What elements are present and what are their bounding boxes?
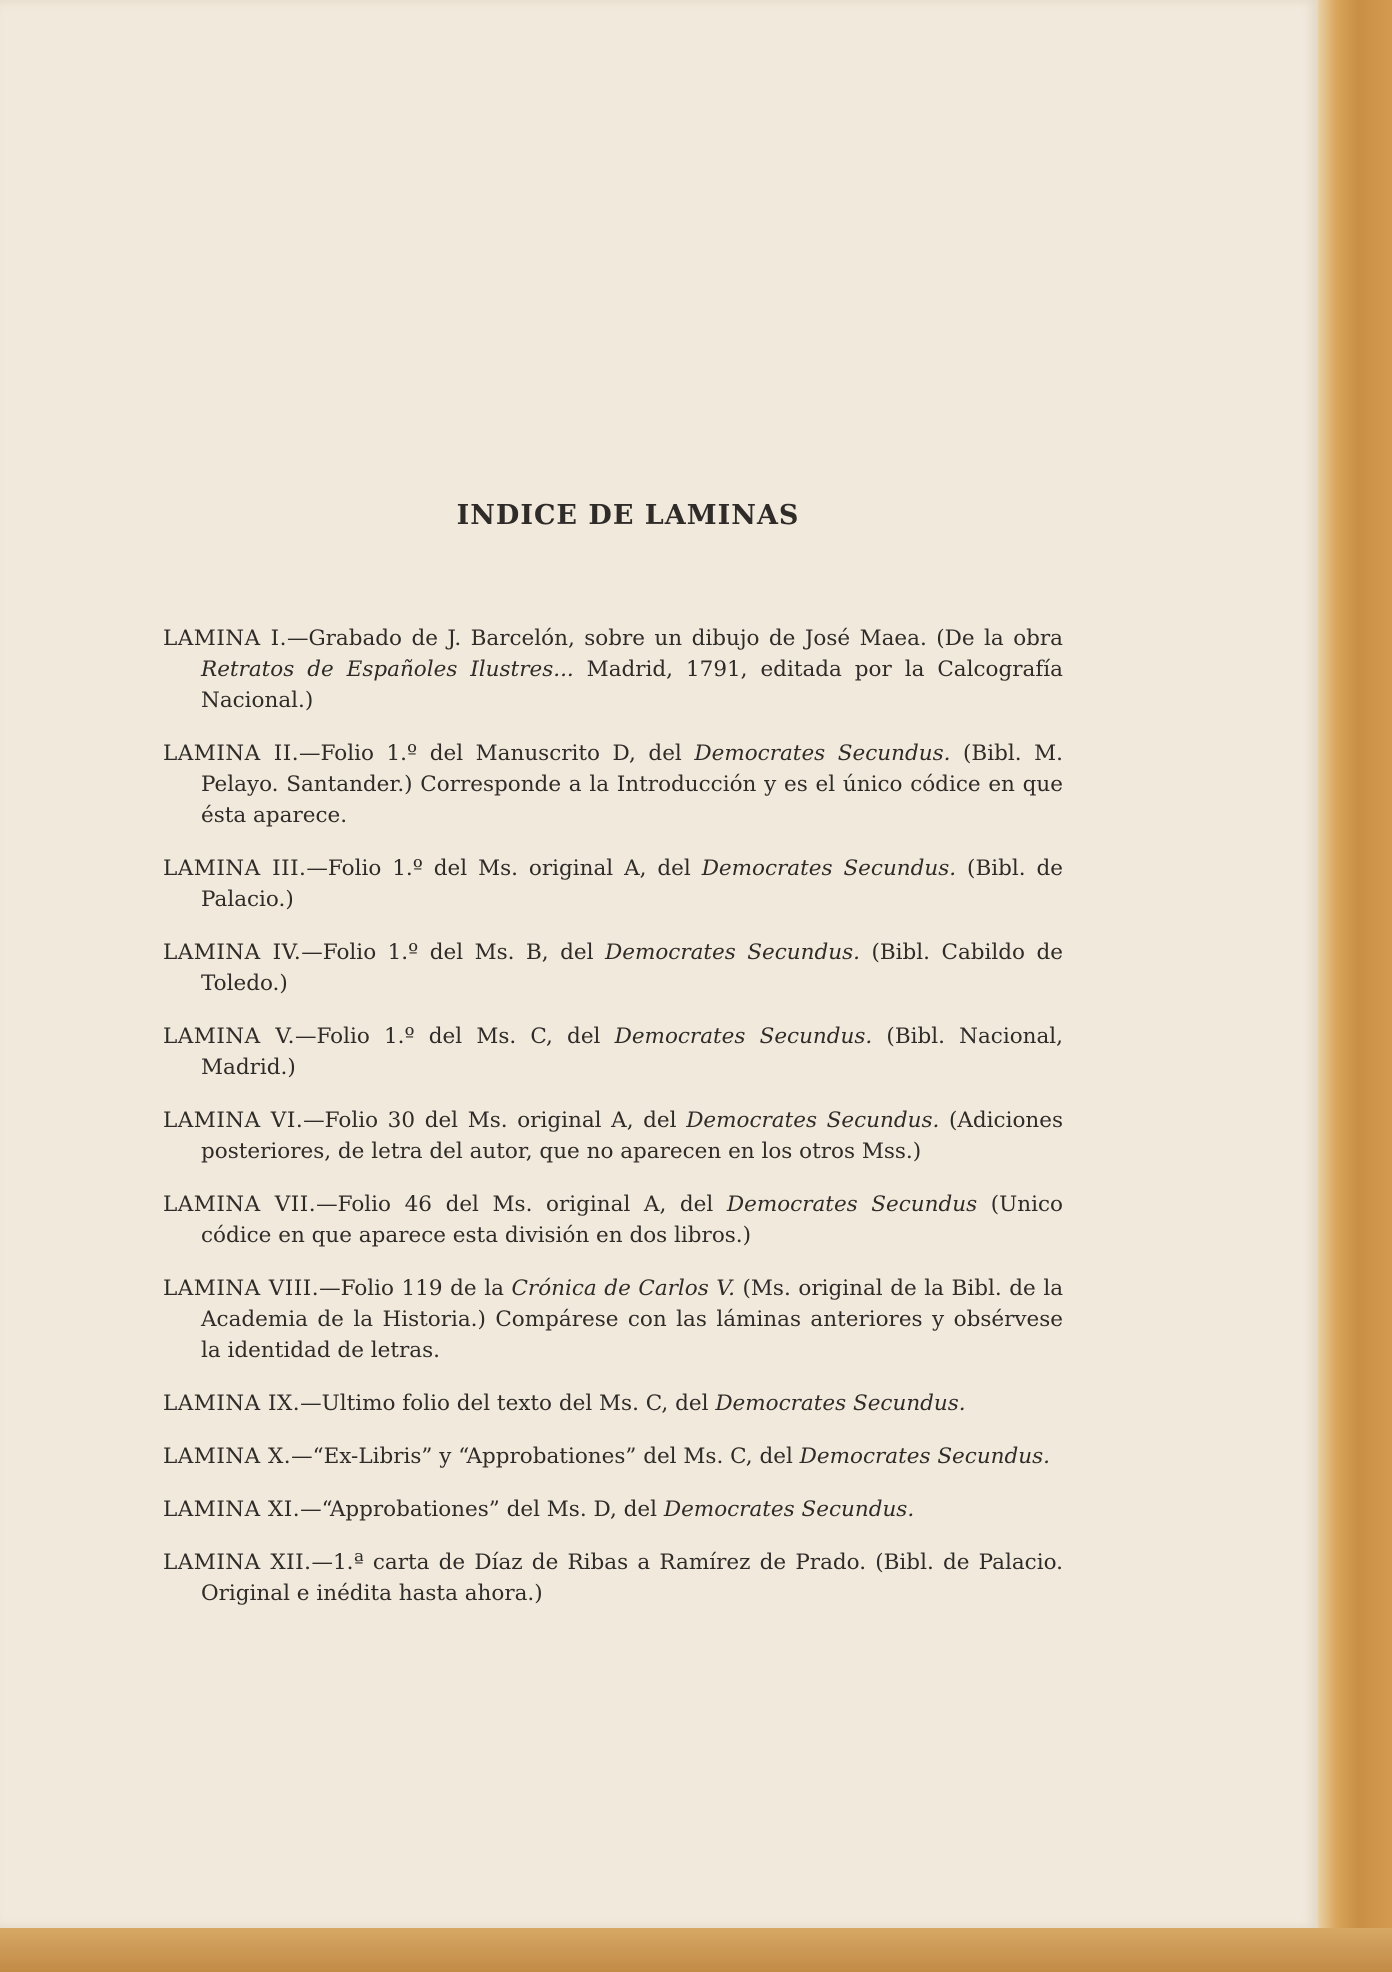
plate-text: —“Ex-Libris” y “Approbationes” del Ms. C, del	[291, 1444, 800, 1469]
plate-entry-8	[163, 1273, 1063, 1366]
plate-label: LAMINA V.	[163, 1024, 295, 1049]
plate-entry-9	[163, 1388, 1063, 1419]
plate-text: —Folio 1.º del Ms. C, del	[294, 1024, 615, 1049]
plate-title-italic: Democrates Secundus.	[694, 741, 951, 766]
plate-label: LAMINA II.	[163, 741, 300, 766]
plate-label: LAMINA X.	[163, 1444, 292, 1469]
plate-text: —Folio 119 de la	[319, 1276, 512, 1301]
plate-text-after: Madrid, 1791, editada por la Calcografía Nacional.)	[201, 657, 1063, 713]
plate-entry-10	[163, 1441, 1063, 1472]
paper-right-edge	[1318, 0, 1392, 1972]
plate-label: LAMINA IV.	[163, 940, 302, 965]
plate-title-italic: Democrates Secundus.	[799, 1444, 1050, 1469]
plate-label: LAMINA I.	[163, 626, 287, 651]
plate-label: LAMINA VII.	[163, 1192, 317, 1217]
plate-title-italic: Democrates Secundus.	[604, 940, 860, 965]
plate-text-after: (Adiciones posteriores, de letra del autor, que no aparecen en los otros Mss.)	[201, 1108, 1063, 1164]
plate-text-after: (Unico códice en que aparece esta división en dos libros.)	[201, 1192, 1063, 1248]
plate-label: LAMINA VI.	[163, 1108, 304, 1133]
plate-text-after: (Bibl. Cabildo de Toledo.)	[201, 940, 1063, 996]
plate-entry-6	[163, 1105, 1063, 1167]
plate-title-italic: Democrates Secundus	[726, 1192, 978, 1217]
plate-entry-11	[163, 1494, 1063, 1525]
plate-label: LAMINA XII.	[163, 1550, 312, 1575]
plate-label: LAMINA IX.	[163, 1391, 301, 1416]
plate-text: —Folio 1.º del Ms. original A, del	[306, 856, 702, 881]
plate-text: —Folio 46 del Ms. original A, del	[316, 1192, 727, 1217]
plate-label: LAMINA III.	[163, 856, 307, 881]
paper-bottom-edge	[0, 1928, 1392, 1972]
plate-text: —Ultimo folio del texto del Ms. C, del	[300, 1391, 716, 1416]
plate-text-after: (Bibl. M. Pelayo. Santander.) Corresponde a la Introducción y es el único códice en que ésta aparece.	[201, 741, 1063, 828]
plate-entry-5	[163, 1021, 1063, 1083]
plate-title-italic: Democrates Secundus.	[614, 1024, 873, 1049]
plate-text: —Folio 30 del Ms. original A, del	[303, 1108, 687, 1133]
plate-entry-2	[163, 738, 1063, 831]
plate-text-after: (Bibl. de Palacio.)	[201, 856, 1064, 912]
index-content	[163, 500, 1063, 1631]
plate-text-after: (Ms. original de la Bibl. de la Academia de la Historia.) Compárese con las láminas anteriores y obsérvese la identidad de letras.	[201, 1276, 1064, 1363]
plate-text: —“Approbationes” del Ms. D, del	[300, 1497, 664, 1522]
plate-entry-12	[163, 1547, 1063, 1609]
plate-title-italic: Democrates Secundus.	[701, 856, 957, 881]
plate-label: LAMINA VIII.	[163, 1276, 320, 1301]
plate-text: —1.ª carta de Díaz de Ribas a Ramírez de Prado. (Bibl. de Palacio. Original e inédita hasta ahora.)	[201, 1550, 1063, 1606]
plate-text-after: (Bibl. Nacional, Madrid.)	[201, 1024, 1064, 1080]
plate-title-italic: Retratos de Españoles Ilustres...	[201, 657, 574, 682]
plate-title-italic: Crónica de Carlos V.	[511, 1276, 735, 1301]
plate-text: —Folio 1.º del Manuscrito D, del	[299, 741, 695, 766]
plate-entry-7	[163, 1189, 1063, 1251]
page-title: INDICE DE LAMINAS	[456, 500, 800, 531]
plate-entry-3	[163, 853, 1063, 915]
plate-entry-4	[163, 937, 1063, 999]
plate-label: LAMINA XI.	[163, 1497, 301, 1522]
plate-title-italic: Democrates Secundus.	[663, 1497, 915, 1522]
plate-title-italic: Democrates Secundus.	[686, 1108, 940, 1133]
plate-text: —Folio 1.º del Ms. B, del	[301, 940, 605, 965]
plate-entry-1	[163, 623, 1063, 716]
plate-text: —Grabado de J. Barcelón, sobre un dibujo de José Maea. (De la obra	[286, 626, 1063, 651]
plate-title-italic: Democrates Secundus.	[715, 1391, 966, 1416]
